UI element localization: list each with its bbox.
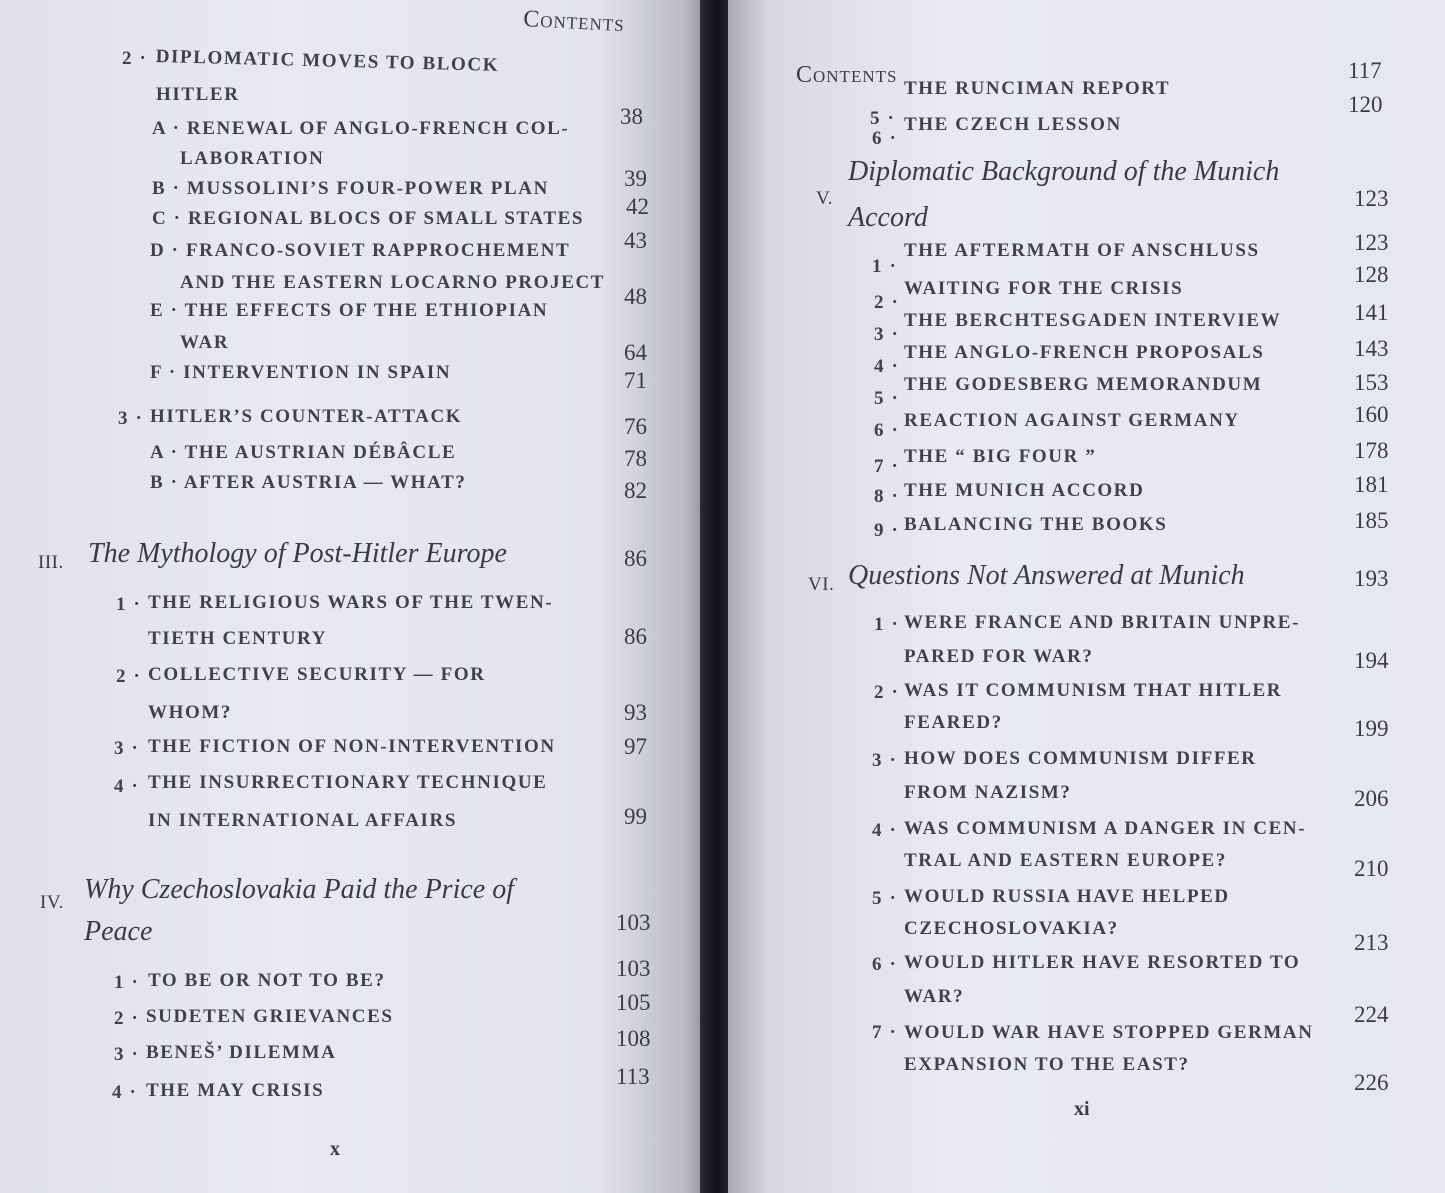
toc-entry: F · INTERVENTION IN SPAIN	[150, 362, 452, 383]
section-number: 3 ·	[114, 738, 140, 759]
page-folio: x	[330, 1138, 340, 1160]
page-number: 206	[1354, 786, 1389, 811]
section-number: 2 ·	[116, 666, 142, 687]
toc-entry-cont: IN INTERNATIONAL AFFAIRS	[148, 810, 458, 831]
toc-entry: B · MUSSOLINI’S FOUR-POWER PLAN	[152, 178, 549, 199]
page-number: 76	[624, 414, 647, 439]
page-number: 128	[1354, 262, 1389, 287]
chapter-title: Why Czechoslovakia Paid the Price of	[84, 874, 514, 905]
section-number: 6 ·	[872, 954, 898, 975]
toc-entry: THE INSURRECTIONARY TECHNIQUE	[148, 772, 548, 793]
page-number: 185	[1354, 508, 1389, 533]
toc-entry: A · THE AUSTRIAN DÉBÂCLE	[150, 442, 457, 463]
page-number: 117	[1348, 58, 1382, 83]
chapter-title: The Mythology of Post-Hitler Europe	[88, 538, 507, 569]
toc-entry: THE RELIGIOUS WARS OF THE TWEN-	[148, 592, 554, 613]
page-number: 141	[1354, 300, 1389, 325]
section-number: 5 ·	[872, 888, 898, 909]
page-number: 178	[1354, 438, 1389, 463]
toc-entry: COLLECTIVE SECURITY — FOR	[148, 664, 486, 685]
page-number: 213	[1354, 930, 1389, 955]
page-number: 97	[624, 734, 647, 759]
toc-entry: THE MAY CRISIS	[146, 1080, 325, 1101]
page-number: 143	[1354, 336, 1389, 361]
toc-entry-cont: AND THE EASTERN LOCARNO PROJECT	[180, 272, 606, 293]
section-title	[155, 46, 591, 79]
page-number: 99	[624, 804, 647, 829]
page-number: 153	[1354, 370, 1389, 395]
page-number: 108	[616, 1026, 651, 1051]
page-number: 199	[1354, 716, 1389, 741]
toc-entry: WERE FRANCE AND BRITAIN UNPRE-	[904, 612, 1301, 633]
section-number: 1 ·	[116, 594, 142, 615]
page-number: 42	[626, 194, 649, 219]
toc-entry: THE ANGLO-FRENCH PROPOSALS	[904, 342, 1265, 363]
left-page	[0, 0, 706, 1193]
section-number: 4 ·	[872, 820, 898, 841]
toc-entry: SUDETEN GRIEVANCES	[146, 1006, 394, 1027]
toc-entry-cont: FEARED?	[904, 712, 1003, 733]
section-number: 6 ·	[874, 420, 900, 441]
section-number: 1 ·	[874, 614, 900, 635]
page-number: 86	[624, 624, 647, 649]
toc-entry: E · THE EFFECTS OF THE ETHIOPIAN	[150, 300, 549, 321]
section-number: 4 ·	[114, 776, 140, 797]
section-number: 3 ·	[114, 1044, 140, 1065]
page-folio: xi	[1074, 1098, 1090, 1120]
page-number: 193	[1354, 566, 1389, 591]
section-number: 5 ·	[874, 388, 900, 409]
section-title: HITLER’S COUNTER-ATTACK	[150, 406, 463, 427]
page-number: 226	[1354, 1070, 1389, 1095]
toc-entry-cont: FROM NAZISM?	[904, 782, 1072, 803]
page-number: 43	[624, 228, 647, 253]
section-number: 2 ·	[114, 1008, 140, 1029]
page-number: 103	[616, 956, 651, 981]
section-number: 7 ·	[872, 1022, 898, 1043]
toc-entry-cont: TIETH CENTURY	[148, 628, 328, 649]
toc-entry: THE GODESBERG MEMORANDUM	[904, 374, 1263, 395]
toc-entry-cont: CZECHOSLOVAKIA?	[904, 918, 1119, 939]
toc-entry-cont: EXPANSION TO THE EAST?	[904, 1054, 1190, 1075]
toc-entry: THE AFTERMATH OF ANSCHLUSS	[904, 240, 1260, 261]
page-number: 82	[624, 478, 647, 503]
toc-entry: WAS IT COMMUNISM THAT HITLER	[904, 680, 1283, 701]
page-number: 86	[624, 546, 647, 571]
toc-entry: THE “ BIG FOUR ”	[904, 446, 1097, 467]
chapter-number: V.	[816, 188, 834, 209]
section-number: 4 ·	[112, 1082, 138, 1103]
toc-entry: WOULD RUSSIA HAVE HELPED	[904, 886, 1230, 907]
chapter-title-cont: Accord	[848, 202, 928, 233]
page-number: 120	[1348, 92, 1383, 117]
page-number: 113	[616, 1064, 650, 1089]
page-number: 224	[1354, 1002, 1389, 1027]
running-header: Contents	[796, 62, 898, 88]
toc-entry: THE MUNICH ACCORD	[904, 480, 1145, 501]
toc-entry: D · FRANCO-SOVIET RAPPROCHEMENT	[150, 240, 571, 261]
section-number: 2 ·	[122, 48, 148, 69]
section-number: 1 ·	[114, 972, 140, 993]
page-number: 103	[616, 910, 651, 935]
toc-entry: WOULD WAR HAVE STOPPED GERMAN	[904, 1022, 1314, 1043]
running-header: Contents	[522, 6, 626, 38]
section-title-text: DIPLOMATIC MOVES TO BLOCK	[155, 46, 500, 76]
page-number: 105	[616, 990, 651, 1015]
toc-entry-cont: PARED FOR WAR?	[904, 646, 1094, 667]
section-number: 8 ·	[874, 486, 900, 507]
toc-entry: WAS COMMUNISM A DANGER IN CEN-	[904, 818, 1307, 839]
page-number: 160	[1354, 402, 1389, 427]
section-number: 2 ·	[874, 682, 900, 703]
page-number: 71	[624, 368, 647, 393]
page-number: 38	[620, 104, 643, 129]
toc-entry-cont: WAR?	[904, 986, 965, 1007]
toc-entry: BENEŠ’ DILEMMA	[146, 1042, 337, 1063]
page-number: 93	[624, 700, 647, 725]
page-number: 64	[624, 340, 647, 365]
page-number: 123	[1354, 230, 1389, 255]
page-number: 123	[1354, 186, 1389, 211]
page-number: 181	[1354, 472, 1389, 497]
toc-entry: REACTION AGAINST GERMANY	[904, 410, 1240, 431]
page-number: 210	[1354, 856, 1389, 881]
section-number: 4 ·	[874, 356, 900, 377]
page-number: 48	[624, 284, 647, 309]
right-page	[728, 0, 1445, 1193]
section-number: 7 ·	[874, 456, 900, 477]
toc-entry: B · AFTER AUSTRIA — WHAT?	[150, 472, 467, 493]
chapter-title-cont: Peace	[84, 916, 153, 947]
section-number: 5 ·	[870, 108, 896, 129]
section-number: 3 ·	[872, 750, 898, 771]
chapter-number: VI.	[808, 574, 835, 595]
toc-entry: BALANCING THE BOOKS	[904, 514, 1168, 535]
chapter-title: Diplomatic Background of the Munich	[848, 156, 1280, 187]
toc-entry-cont: TRAL AND EASTERN EUROPE?	[904, 850, 1227, 871]
toc-entry: THE RUNCIMAN REPORT	[904, 78, 1171, 99]
section-number: 9 ·	[874, 520, 900, 541]
page-number: 194	[1354, 648, 1389, 673]
toc-entry: A · RENEWAL OF ANGLO-FRENCH COL-	[152, 118, 570, 139]
section-number: 1 ·	[872, 256, 898, 277]
section-number: 6 ·	[872, 128, 898, 149]
toc-entry: THE BERCHTESGADEN INTERVIEW	[904, 310, 1282, 331]
toc-entry: C · REGIONAL BLOCS OF SMALL STATES	[152, 208, 585, 229]
section-number: 3 ·	[118, 408, 144, 429]
toc-entry-cont: WAR	[180, 332, 230, 353]
chapter-title: Questions Not Answered at Munich	[848, 560, 1245, 591]
toc-entry: TO BE OR NOT TO BE?	[148, 970, 386, 991]
toc-entry: WOULD HITLER HAVE RESORTED TO	[904, 952, 1301, 973]
toc-entry: THE FICTION OF NON-INTERVENTION	[148, 736, 556, 757]
chapter-number: III.	[38, 552, 64, 573]
toc-entry: THE CZECH LESSON	[904, 114, 1122, 135]
toc-entry: HOW DOES COMMUNISM DIFFER	[904, 748, 1257, 769]
section-title-cont: HITLER	[156, 84, 240, 105]
section-number: 3 ·	[874, 324, 900, 345]
page-number: 78	[624, 446, 647, 471]
page-number: 39	[624, 166, 647, 191]
chapter-number: IV.	[40, 892, 64, 913]
toc-entry-cont: WHOM?	[148, 702, 232, 723]
toc-entry: WAITING FOR THE CRISIS	[904, 278, 1184, 299]
section-number: 2 ·	[874, 292, 900, 313]
toc-entry-cont: LABORATION	[180, 148, 325, 169]
